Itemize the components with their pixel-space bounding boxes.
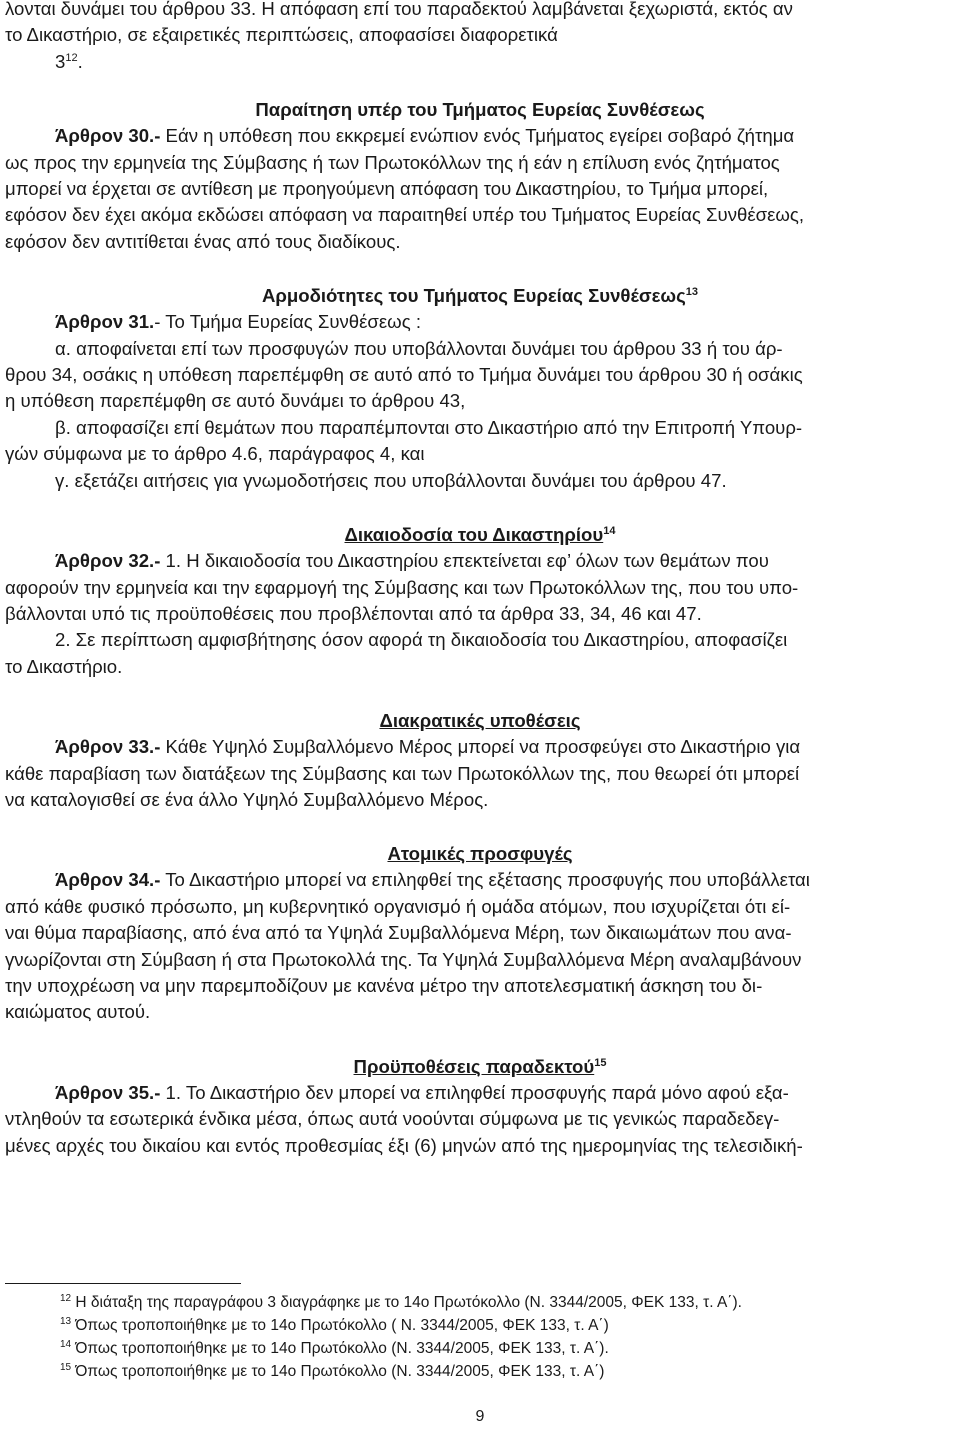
heading-text: Ατομικές προσφυγές xyxy=(387,843,573,865)
footnote xyxy=(60,1316,609,1336)
page-number: 9 xyxy=(475,1408,485,1425)
footnote-number: 14 xyxy=(60,1338,72,1350)
section-heading xyxy=(5,1054,955,1080)
text-line: 2. Σε περίπτωση αμφισβήτησης όσον αφορά τη δικαιοδοσία του Δικαστηρίου, αποφασίζει xyxy=(55,629,788,651)
footnote-text: Όπως τροποποιήθηκε με το 14ο Πρωτόκολλο (Ν. 3344/2005, ΦΕΚ 133, τ. Α΄) xyxy=(71,1363,605,1380)
document-page xyxy=(5,0,955,1159)
footnote-text: Η διάταξη της παραγράφου 3 διαγράφηκε με το 14ο Πρωτόκολλο (Ν. 3344/2005, ΦΕΚ 133, τ. Α΄). xyxy=(71,1294,742,1311)
heading-text: Διακρατικές υποθέσεις xyxy=(379,710,581,732)
heading-text: Αρμοδιότητες του Τμήματος Ευρείας Συνθέσεως xyxy=(261,285,686,307)
text-line: Κάθε Υψηλό Συμβαλλόμενο Μέρος μπορεί να προσφεύγει στο Δικαστήριο για xyxy=(160,736,801,758)
footnote-ref[interactable]: 12 xyxy=(65,51,78,64)
text-line: το Δικαστήριο, σε εξαιρετικές περιπτώσεις, αποφασίσει διαφορετικά xyxy=(5,24,558,46)
article-label: Άρθρον 31. xyxy=(55,311,155,333)
footnote xyxy=(60,1339,609,1359)
text-line: γ. εξετάζει αιτήσεις για γνωμοδοτήσεις που υποβάλλονται δυνάμει του άρθρου 47. xyxy=(55,469,727,491)
text-line: 1. Το Δικαστήριο δεν μπορεί να επιληφθεί προσφυγής παρά μόνο αφού εξα- xyxy=(160,1081,789,1103)
text-line: το Δικαστήριο. xyxy=(5,655,123,677)
section-heading xyxy=(5,522,955,548)
article-34 xyxy=(5,867,955,1025)
text-line xyxy=(5,51,83,72)
article-33 xyxy=(5,734,955,813)
footnote-number: 15 xyxy=(60,1361,72,1373)
footnote-number: 13 xyxy=(60,1315,72,1327)
text-line: από κάθε φυσικό πρόσωπο, μη κυβερνητικό οργανισμό ή ομάδα ατόμων, που ισχυρίζεται ότι εί- xyxy=(5,895,791,917)
text-line: εφόσον δεν αντιτίθεται ένας από τους διαδίκους. xyxy=(5,230,401,252)
text-line: βάλλονται υπό τις προϋποθέσεις που προβλέπονται από τα άρθρα 33, 34, 46 και 47. xyxy=(5,602,702,624)
text-line: να καταλογισθεί σε ένα άλλο Υψηλό Συμβαλλόμενο Μέρος. xyxy=(5,788,489,810)
text-line: ως προς την ερμηνεία της Σύμβασης ή των Πρωτοκόλλων της ή εάν η επίλυση ενός ζητήματος xyxy=(5,151,780,173)
text-line: γνωρίζονται στη Σύμβαση ή στα Πρωτοκολλά της. Τα Υψηλά Συμβαλλόμενα Μέρη αναλαμβάνουν xyxy=(5,948,802,970)
text-line: την υποχρέωση να μην παρεμποδίζουν με κανένα μέτρο την αποτελεσματική άσκηση του δι- xyxy=(5,974,763,996)
text-line: γών σύμφωνα με το άρθρο 4.6, παράγραφος 4, και xyxy=(5,443,425,465)
text-line: αφορούν την ερμηνεία και την εφαρμογή της Σύμβασης και των Πρωτοκόλλων της, που του υπο- xyxy=(5,576,799,598)
section-heading xyxy=(5,841,955,867)
footnote-ref[interactable]: 15 xyxy=(594,1056,607,1069)
section-heading xyxy=(5,283,955,309)
text-line: λονται δυνάμει του άρθρου 33. Η απόφαση επί του παραδεκτού λαμβάνεται ξεχωριστά, εκτός αν xyxy=(5,0,793,19)
text-line: 1. Η δικαιοδοσία του Δικαστηρίου επεκτείνεται εφ’ όλων των θεμάτων που xyxy=(160,550,769,572)
text-line: Εάν η υπόθεση που εκκρεμεί ενώπιον ενός Τμήματος εγείρει σοβαρό ζήτημα xyxy=(160,125,795,147)
heading-text: Προϋποθέσεις παραδεκτού xyxy=(353,1055,595,1077)
article-35 xyxy=(5,1080,955,1159)
article-32 xyxy=(5,548,955,680)
text-line: ντληθούν τα εσωτερικά ένδικα μέσα, όπως αυτά νοούνται σύμφωνα με τις γενικώς παραδεδεγ- xyxy=(5,1108,780,1130)
paragraph-continued xyxy=(5,0,955,75)
section-heading xyxy=(5,97,955,123)
text-line: ναι θύμα παραβίασης, από ένα από τα Υψηλά Συμβαλλόμενα Μέρη, των δικαιωμάτων που ανα- xyxy=(5,922,792,944)
text-line: β. αποφασίζει επί θεμάτων που παραπέμπονται στο Δικαστήριο από την Επιτροπή Υπουρ- xyxy=(55,416,803,438)
text-line: εφόσον δεν έχει ακόμα εκδώσει απόφαση να παραιτηθεί υπέρ του Τμήματος Ευρείας Συνθέσεως, xyxy=(5,204,805,226)
article-label: Άρθρον 33.- xyxy=(55,736,161,758)
punctuation: . xyxy=(77,50,83,72)
text-line: - Το Τμήμα Ευρείας Συνθέσεως : xyxy=(154,311,421,333)
text-line: Το Δικαστήριο μπορεί να επιληφθεί της εξέτασης προσφυγής που υποβάλλεται xyxy=(160,869,810,891)
text-line: η υπόθεση παρεπέμφθη σε αυτό δυνάμει το άρθρου 43, xyxy=(5,390,466,412)
text-line: α. αποφαίνεται επί των προσφυγών που υποβάλλονται δυνάμει του άρθρου 33 ή του άρ- xyxy=(55,337,783,359)
footnote-number: 12 xyxy=(60,1292,72,1304)
text-line: μπορεί να έρχεται σε αντίθεση με προηγούμενη απόφαση του Δικαστηρίου, το Τμήμα μπορεί, xyxy=(5,178,769,200)
heading-text: Δικαιοδοσία του Δικαστηρίου xyxy=(344,524,604,546)
text-line: κάθε παραβίαση των διατάξεων της Σύμβασης και των Πρωτοκόλλων της, που θεωρεί ότι μπορεί xyxy=(5,762,800,784)
article-label: Άρθρον 32.- xyxy=(55,550,161,572)
article-30 xyxy=(5,123,955,255)
article-label: Άρθρον 34.- xyxy=(55,869,161,891)
footnote-ref[interactable]: 14 xyxy=(603,524,616,537)
paragraph-number: 3 xyxy=(55,50,66,72)
article-31 xyxy=(5,309,955,494)
text-line: μένες αρχές του δικαίου και εντός προθεσμίας έξι (6) μηνών από της ημερομηνίας της τελεσιδική- xyxy=(5,1134,803,1156)
footnote-text: Όπως τροποποιήθηκε με το 14ο Πρωτόκολλο (Ν. 3344/2005, ΦΕΚ 133, τ. Α΄). xyxy=(71,1340,609,1357)
section-heading xyxy=(5,708,955,734)
text-line: θρου 34, οσάκις η υπόθεση παρεπέμφθη σε αυτό από το Τμήμα δυνάμει του άρθρου 30 ή οσάκις xyxy=(5,364,803,386)
article-label: Άρθρον 35.- xyxy=(55,1081,161,1103)
footnote xyxy=(60,1362,604,1382)
footnote-ref[interactable]: 13 xyxy=(685,286,699,299)
heading-text: Παραίτηση υπέρ του Τμήματος Ευρείας Συνθέσεως xyxy=(255,99,705,121)
footnote-separator xyxy=(5,1283,241,1284)
footnote-text: Όπως τροποποιήθηκε με το 14ο Πρωτόκολλο ( Ν. 3344/2005, ΦΕΚ 133, τ. Α΄) xyxy=(71,1317,609,1334)
text-line: καιώματος αυτού. xyxy=(5,1001,151,1023)
article-label: Άρθρον 30.- xyxy=(55,125,161,147)
footnote xyxy=(60,1293,742,1313)
